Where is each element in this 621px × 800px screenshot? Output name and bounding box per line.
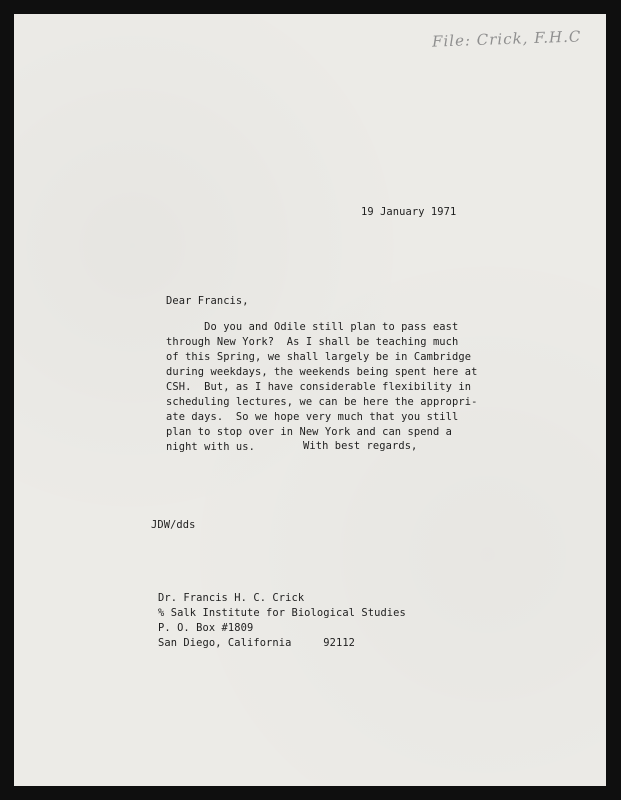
body-line: plan to stop over in New York and can spend a (166, 426, 453, 438)
handwritten-file-annotation: File: Crick, F.H.C (431, 27, 582, 51)
body-line: of this Spring, we shall largely be in Cambridge (166, 351, 472, 363)
body-line: through New York? As I shall be teaching much (166, 336, 459, 348)
body-line: CSH. But, as I have considerable flexibility in (166, 381, 472, 393)
letter-date: 19 January 1971 (361, 206, 457, 218)
body-line: ate days. So we hope very much that you still (166, 411, 459, 423)
address-line: San Diego, California 92112 (158, 637, 356, 649)
letter-salutation: Dear Francis, (166, 295, 249, 307)
body-line: Do you and Odile still plan to pass east (166, 321, 459, 333)
body-line: during weekdays, the weekends being spent here at (166, 366, 478, 378)
address-line: Dr. Francis H. C. Crick (158, 592, 305, 604)
letter-closing: With best regards, (303, 440, 418, 452)
typist-initials: JDW/dds (151, 519, 196, 531)
body-line: scheduling lectures, we can be here the appropri- (166, 396, 478, 408)
address-line: P. O. Box #1809 (158, 622, 254, 634)
address-line: % Salk Institute for Biological Studies (158, 607, 406, 619)
body-line: night with us. (166, 441, 255, 453)
